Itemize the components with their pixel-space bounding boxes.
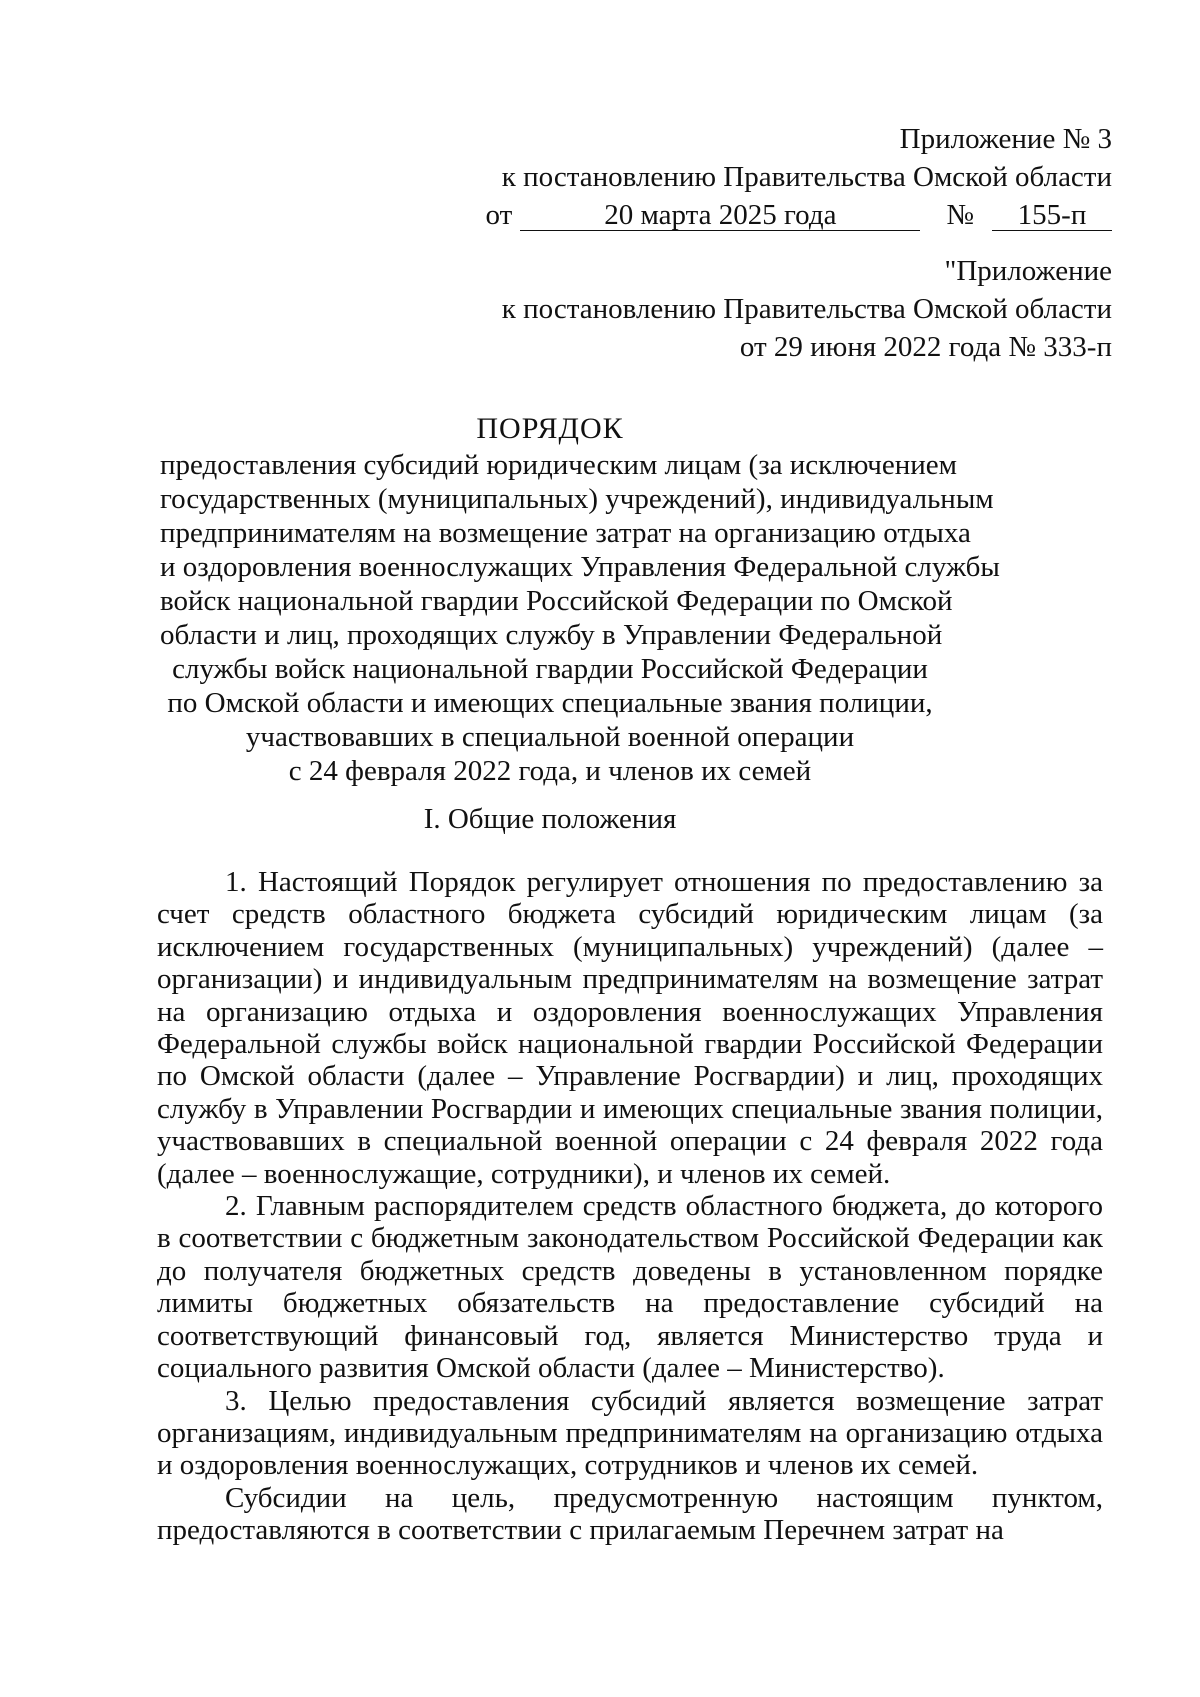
number-prefix: № xyxy=(946,199,974,231)
appendix-date-line xyxy=(486,196,1112,234)
title-line: войск национальной гвардии Российской Федерации по Омской xyxy=(160,585,953,617)
paragraph-1: 1. Настоящий Порядок регулирует отношения по предоставлению за счет средств областного бюджета субсидий юридическим лицам (за исключением государственных (муниципальных) учреждений) (далее – организации) и индивидуальным предпринимателям на возмещение затрат на организацию отдыха и оздоровления военнослужащих Управления Федеральной службы войск национальной гвардии Российской Федерации по Омской области (далее – Управление Росгвардии) и лиц, проходящих службу в Управлении Росгвардии и имеющих специальные звания полиции, участвовавших в специальной военной операции с 24 февраля 2022 года (далее – военнослужащие, сотрудники), и членов их семей. xyxy=(157,866,1103,1190)
appendix-resolution-ref: к постановлению Правительства Омской области xyxy=(501,161,1112,193)
title-line: службы войск национальной гвардии Российской Федерации xyxy=(172,653,928,685)
resolution-date: 20 марта 2025 года xyxy=(520,200,920,231)
title-line: по Омской области и имеющих специальные звания полиции, xyxy=(167,687,933,719)
document-body xyxy=(157,866,1103,1547)
date-prefix: от xyxy=(485,199,513,231)
document-title-block xyxy=(160,412,1000,788)
title-line: предоставления субсидий юридическим лицам (за исключением xyxy=(160,449,958,481)
original-appendix-title: "Приложение xyxy=(944,255,1112,287)
original-appendix-date: от 29 июня 2022 года № 333-п xyxy=(739,331,1112,363)
resolution-number: 155-п xyxy=(992,200,1112,231)
title-line: участвовавших в специальной военной операции xyxy=(245,721,855,753)
original-appendix-header xyxy=(502,252,1112,366)
title-line: предпринимателям на возмещение затрат на организацию отдыха xyxy=(160,517,971,549)
title-line: и оздоровления военнослужащих Управления Федеральной службы xyxy=(160,551,1000,583)
title-line: с 24 февраля 2022 года, и членов их семей xyxy=(288,755,812,787)
paragraph-3-continuation: Субсидии на цель, предусмотренную настоящим пунктом, предоставляются в соответствии с прилагаемым Перечнем затрат на xyxy=(157,1481,1103,1547)
title-line: области и лиц, проходящих службу в Управлении Федеральной xyxy=(160,619,943,651)
appendix-number: Приложение № 3 xyxy=(899,123,1112,155)
title-line: государственных (муниципальных) учреждений), индивидуальным xyxy=(160,483,994,515)
paragraph-3: 3. Целью предоставления субсидий является возмещение затрат организациям, индивидуальным предпринимателям на организацию отдыха и оздоровления военнослужащих, сотрудников и членов их семей. xyxy=(157,1384,1103,1482)
appendix-header xyxy=(486,120,1112,234)
document-heading: ПОРЯДОК xyxy=(476,412,624,445)
paragraph-2: 2. Главным распорядителем средств областного бюджета, до которого в соответствии с бюджетным законодательством Российской Федерации как до получателя бюджетных средств доведены в установленном порядке лимиты бюджетных обязательств на предоставление субсидий на соответствующий финансовый год, является Министерство труда и социального развития Омской области (далее – Министерство). xyxy=(157,1190,1103,1385)
original-appendix-resolution-ref: к постановлению Правительства Омской области xyxy=(501,293,1112,325)
section-heading: I. Общие положения xyxy=(423,803,677,835)
